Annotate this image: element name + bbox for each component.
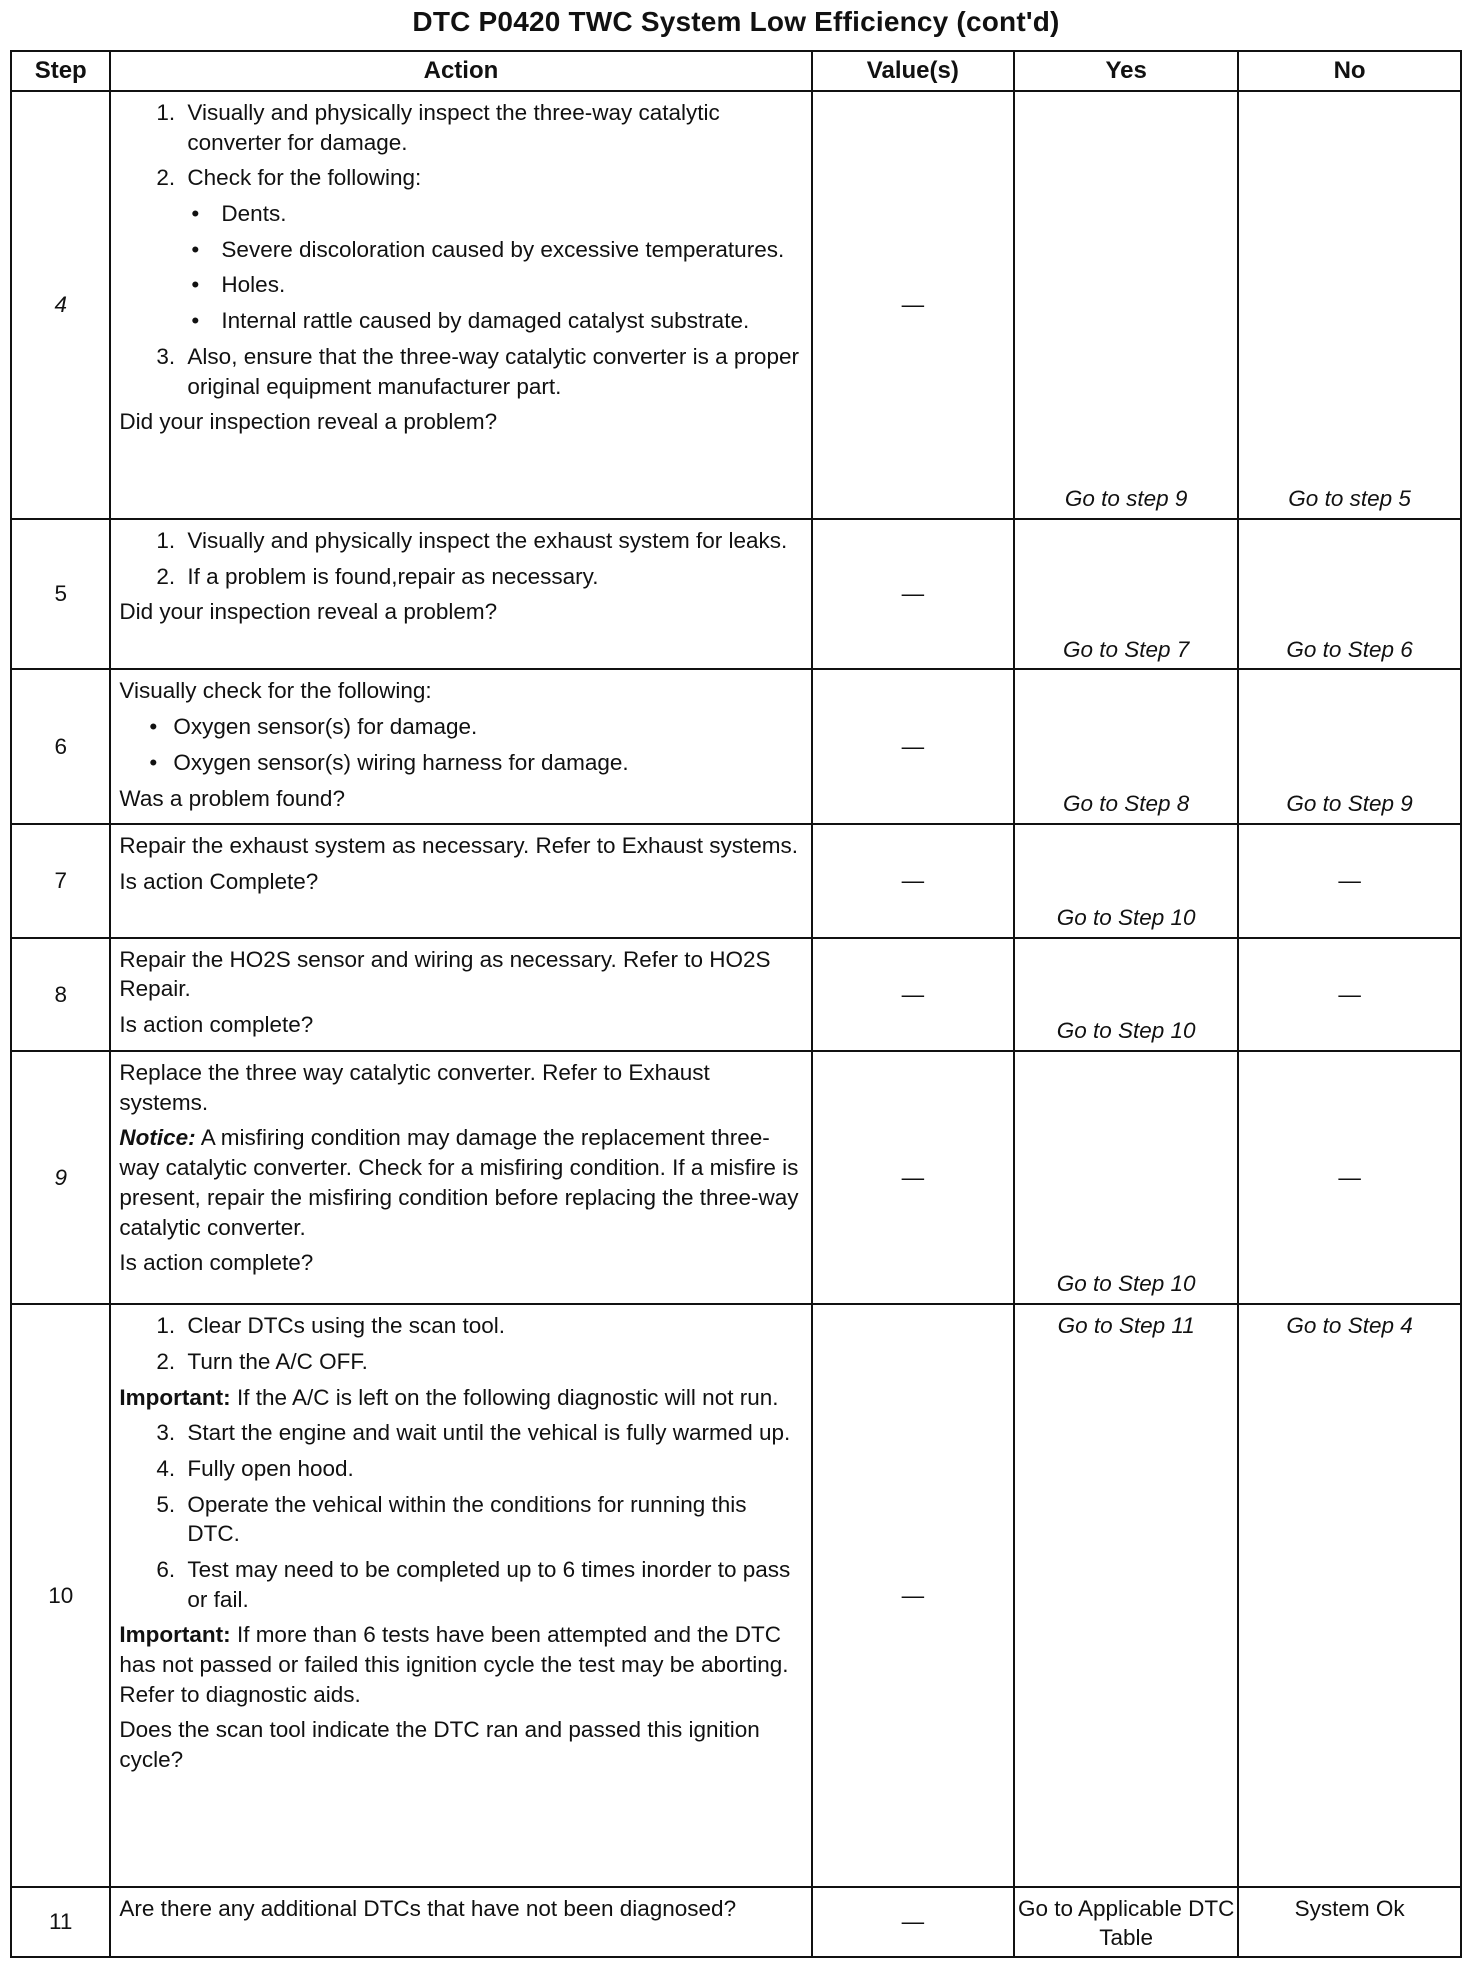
notice-label: Notice: (119, 1125, 196, 1151)
action-item: 3. Also, ensure that the three-way catalytic converter is a proper original equipment manufacturer part. (181, 342, 802, 401)
no-text: System Ok (1294, 1895, 1405, 1921)
table-row (11, 938, 1461, 1051)
action-cell (110, 1304, 811, 1886)
yes-link: Go to Step 11 (1057, 1313, 1195, 1339)
dtc-table (10, 50, 1462, 1958)
value-cell: — (812, 669, 1015, 824)
action-cell (110, 938, 811, 1051)
action-item: 1. Visually and physically inspect the exhaust system for leaks. (181, 526, 802, 556)
yes-cell (1014, 1304, 1238, 1886)
no-cell (1238, 1887, 1461, 1957)
header-no: No (1238, 51, 1461, 91)
bullet-item: • Oxygen sensor(s) for damage. (173, 712, 802, 742)
yes-link: Go to Step 10 (1056, 1271, 1196, 1297)
action-text: Replace the three way catalytic converter. Refer to Exhaust systems. (119, 1060, 710, 1115)
value-cell: — (812, 91, 1015, 519)
action-item: 1. Clear DTCs using the scan tool. (181, 1311, 802, 1341)
yes-cell (1014, 519, 1238, 670)
yes-cell (1014, 824, 1238, 937)
yes-link: Go to Step 10 (1056, 904, 1196, 930)
action-question: Does the scan tool indicate the DTC ran and passed this ignition cycle? (119, 1717, 760, 1773)
action-question: Was a problem found? (119, 785, 345, 811)
action-question: Did your inspection reveal a problem? (119, 599, 498, 625)
bullet-item: • Internal rattle caused by damaged catalyst substrate. (215, 306, 802, 336)
value-cell: — (812, 1051, 1015, 1304)
bullet-item: • Oxygen sensor(s) wiring harness for damage. (173, 748, 802, 778)
yes-cell (1014, 1887, 1238, 1957)
yes-cell (1014, 669, 1238, 824)
important-text: If the A/C is left on the following diagnostic will not run. (236, 1384, 779, 1410)
action-item: 6. Test may need to be completed up to 6 times inorder to pass or fail. (181, 1555, 802, 1614)
important-label: Important: (119, 1384, 231, 1410)
page-title: DTC P0420 TWC System Low Efficiency (cont'd) (412, 6, 1060, 37)
yes-link: Go to step 9 (1064, 486, 1188, 512)
important-paragraph (119, 1620, 802, 1709)
action-cell (110, 1051, 811, 1304)
step-number: 5 (11, 519, 110, 670)
action-cell (110, 519, 811, 670)
step-number: 4 (11, 91, 110, 519)
important-label: Important: (119, 1622, 231, 1648)
action-question: Did your inspection reveal a problem? (119, 409, 498, 435)
no-link: Go to Step 6 (1286, 636, 1413, 662)
yes-link: Go to Step 8 (1062, 791, 1190, 817)
table-row (11, 824, 1461, 937)
action-item: 2. If a problem is found,repair as necessary. (181, 562, 802, 592)
table-row (11, 1887, 1461, 1957)
step-number: 6 (11, 669, 110, 824)
action-cell (110, 824, 811, 937)
table-row (11, 669, 1461, 824)
action-item: 2. Check for the following: • Dents. • Severe discoloration caused by excessive temperatures. • Holes. • Internal rattle caused by damaged catalyst substrate. (181, 163, 802, 335)
table-header-row (11, 51, 1461, 91)
step-number: 8 (11, 938, 110, 1051)
action-question: Is action complete? (119, 1250, 314, 1276)
action-item: 5. Operate the vehical within the conditions for running this DTC. (181, 1490, 802, 1549)
yes-link: Go to Step 10 (1056, 1018, 1196, 1044)
no-cell (1238, 519, 1461, 670)
no-link: Go to Step 4 (1286, 1313, 1413, 1339)
table-row (11, 519, 1461, 670)
yes-cell (1014, 938, 1238, 1051)
important-text: If more than 6 tests have been attempted and the DTC has not passed or failed this ignition cycle the test may be aborting. Refer to diagnostic aids. (119, 1622, 789, 1707)
action-item: 2. Turn the A/C OFF. (181, 1347, 802, 1377)
value-cell: — (812, 1887, 1015, 1957)
yes-cell (1014, 91, 1238, 519)
yes-cell (1014, 1051, 1238, 1304)
action-cell (110, 91, 811, 519)
value-cell: — (812, 824, 1015, 937)
action-intro: Visually check for the following: (119, 678, 432, 704)
table-row (11, 1304, 1461, 1886)
action-text: Repair the HO2S sensor and wiring as necessary. Refer to HO2S Repair. (119, 946, 771, 1002)
header-step: Step (11, 51, 110, 91)
no-cell: — (1238, 938, 1461, 1051)
action-question: Are there any additional DTCs that have not been diagnosed? (119, 1895, 737, 1921)
value-cell: — (812, 938, 1015, 1051)
value-cell: — (812, 1304, 1015, 1886)
value-cell: — (812, 519, 1015, 670)
action-question: Is action complete? (119, 1011, 314, 1037)
action-item: 1. Visually and physically inspect the three-way catalytic converter for damage. (181, 98, 802, 157)
action-item: 4. Fully open hood. (181, 1454, 802, 1484)
table-row (11, 1051, 1461, 1304)
step-number: 11 (11, 1887, 110, 1957)
step-number: 7 (11, 824, 110, 937)
bullet-item: • Severe discoloration caused by excessive temperatures. (215, 235, 802, 265)
step-number: 9 (11, 1051, 110, 1304)
table-row (11, 91, 1461, 519)
header-yes: Yes (1014, 51, 1238, 91)
step-number: 10 (11, 1304, 110, 1886)
action-cell (110, 1887, 811, 1957)
no-cell (1238, 1304, 1461, 1886)
no-cell: — (1238, 824, 1461, 937)
notice-paragraph (119, 1123, 802, 1242)
no-link: Go to step 5 (1288, 486, 1411, 512)
action-item: 3. Start the engine and wait until the vehical is fully warmed up. (181, 1418, 802, 1448)
action-text: Repair the exhaust system as necessary. Refer to Exhaust systems. (119, 833, 799, 859)
yes-link: Go to Step 7 (1062, 636, 1190, 662)
header-values: Value(s) (812, 51, 1015, 91)
no-cell: — (1238, 1051, 1461, 1304)
no-link: Go to Step 9 (1286, 791, 1413, 817)
header-action: Action (110, 51, 811, 91)
yes-text: Go to Applicable DTC Table (1017, 1895, 1235, 1951)
action-question: Is action Complete? (119, 868, 319, 894)
important-paragraph (119, 1383, 802, 1413)
bullet-item: • Holes. (215, 270, 802, 300)
no-cell (1238, 669, 1461, 824)
action-cell (110, 669, 811, 824)
notice-text: A misfiring condition may damage the replacement three-way catalytic converter. Check for a misfiring condition. If a misfire is present, repair the misfiring condition before replacing the three-way catalytic converter. (119, 1125, 799, 1240)
bullet-item: • Dents. (215, 199, 802, 229)
no-cell (1238, 91, 1461, 519)
